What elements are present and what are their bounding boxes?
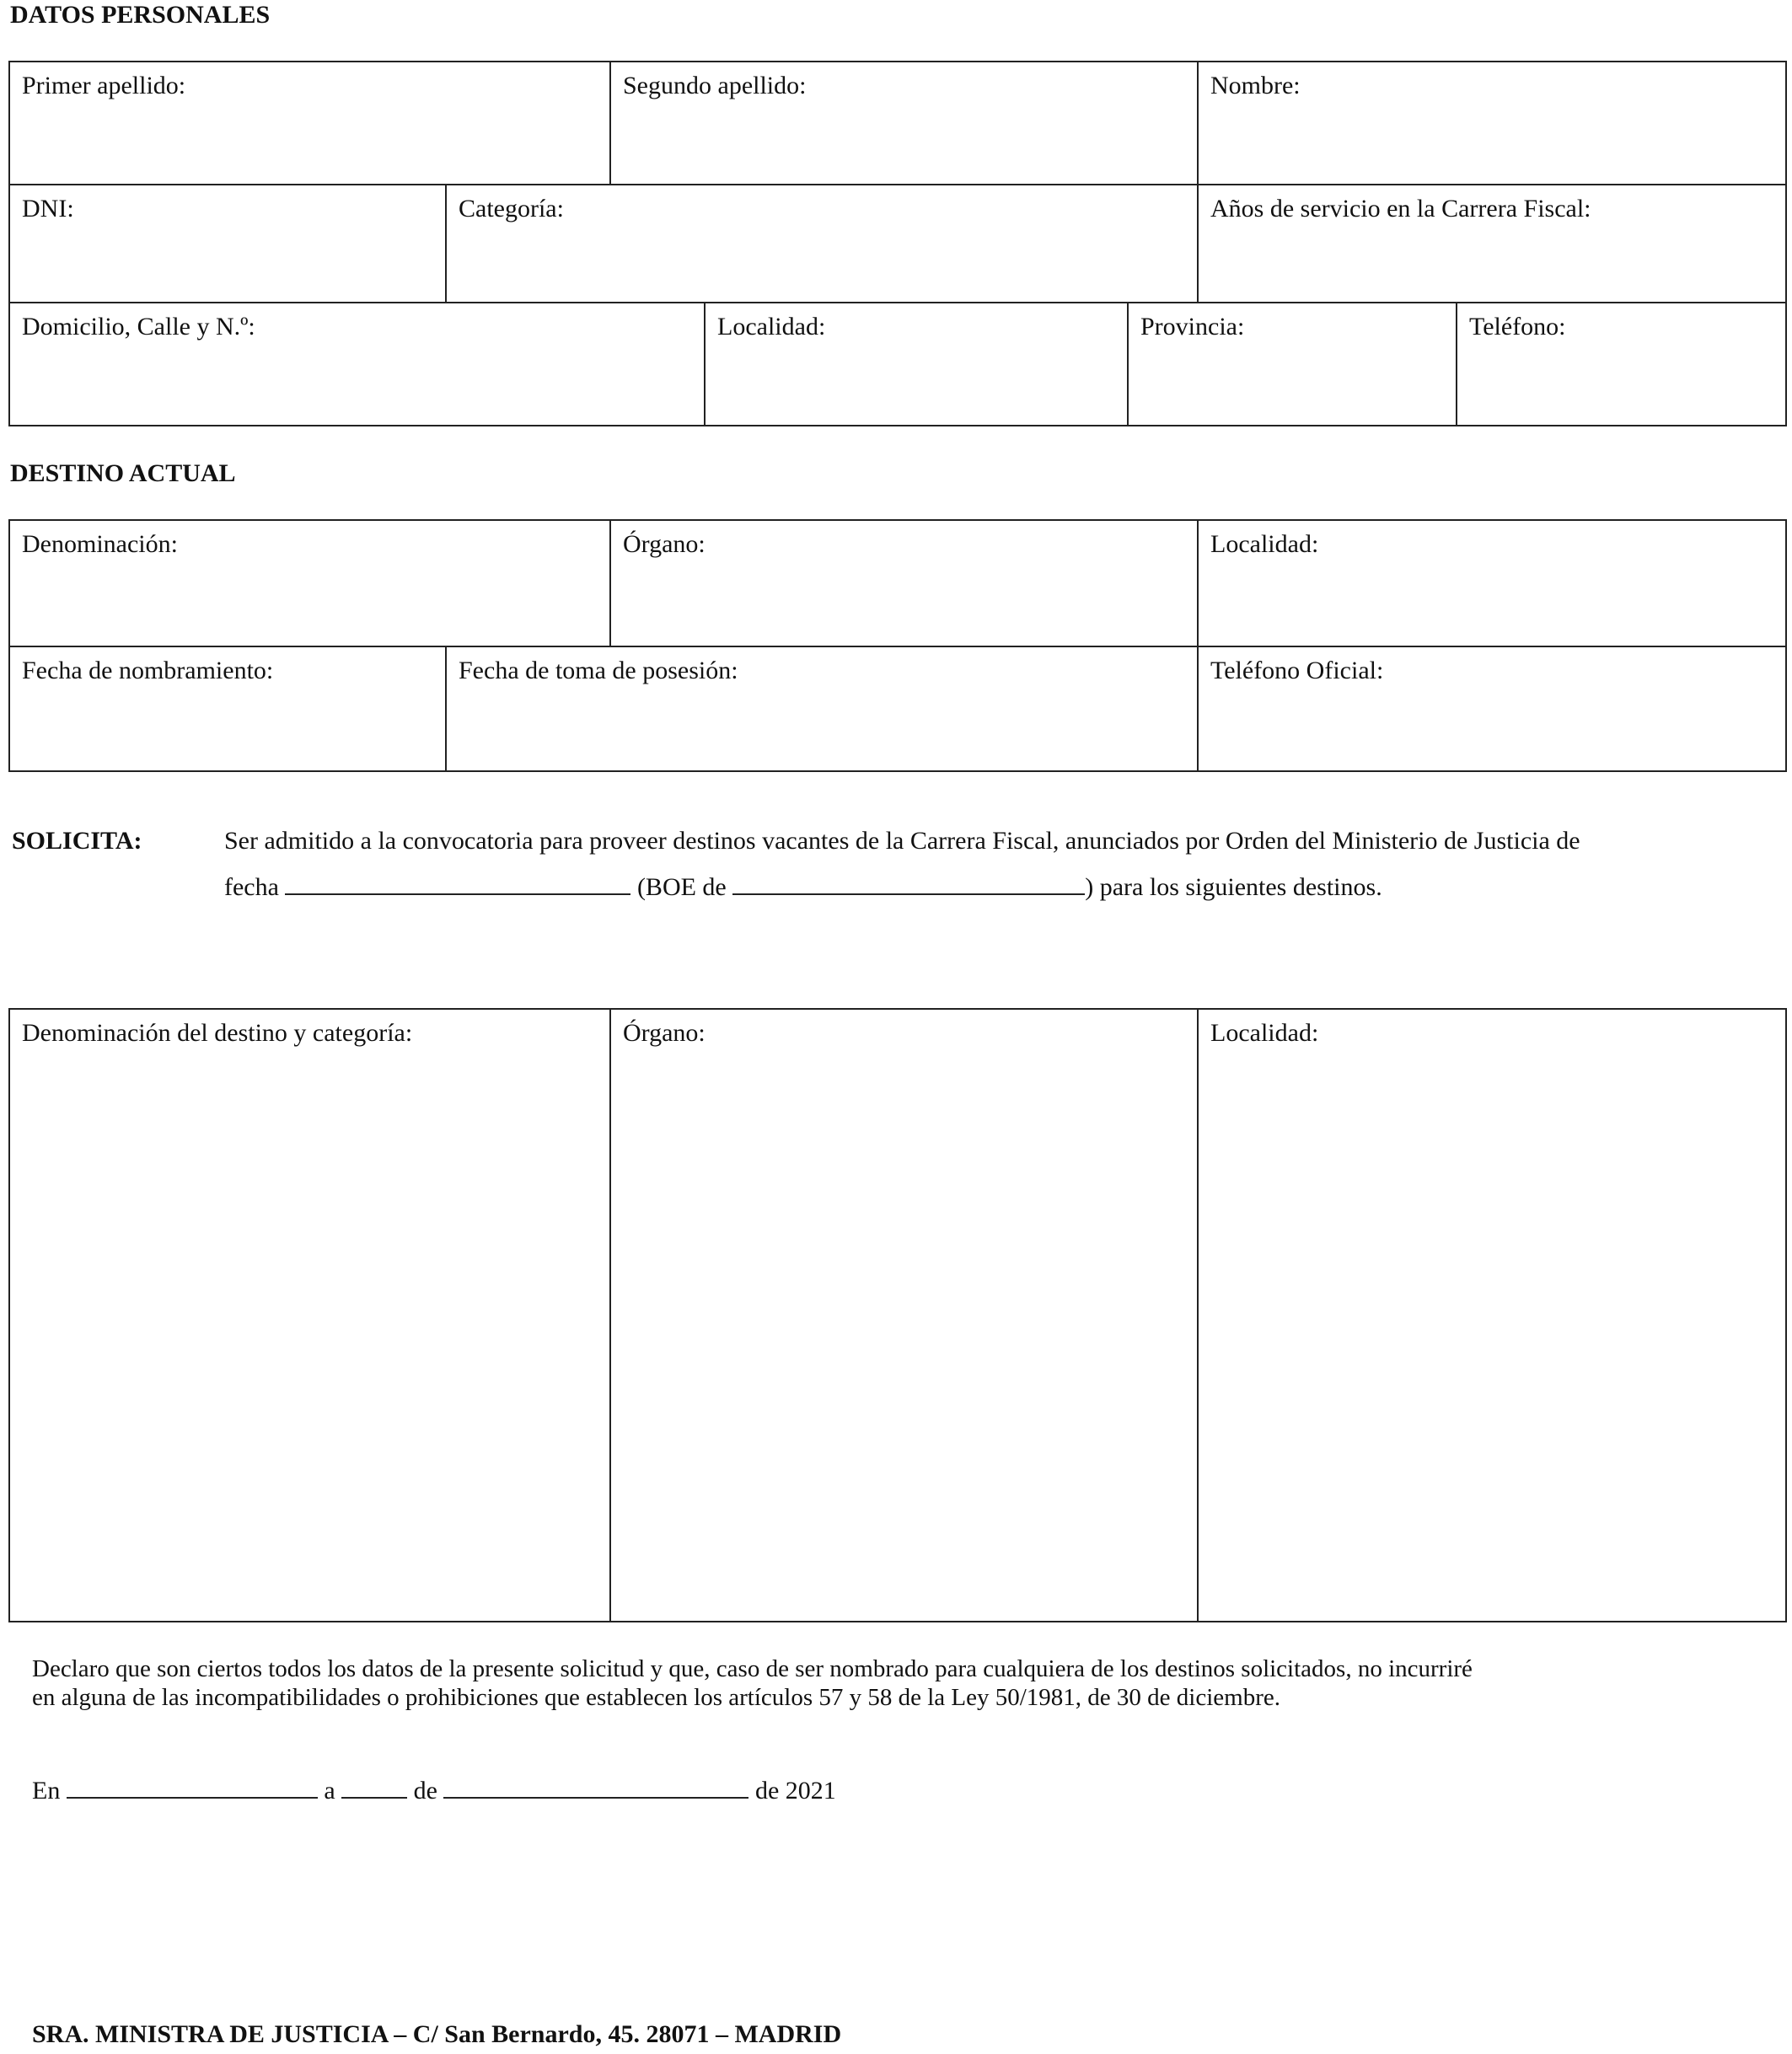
fecha-orden-blank[interactable] — [285, 871, 630, 895]
solicita-text-line2 — [224, 871, 1382, 903]
declaracion-line1: Declaro que son ciertos todos los datos de la presente solicitud y que, caso de ser nombrado para cualquiera de los destinos solicitados, no incurriré — [32, 1655, 1473, 1682]
solicita-label: SOLICITA: — [12, 827, 142, 855]
field-label: Fecha de toma de posesión: — [459, 657, 738, 684]
field-label: Localidad: — [1210, 530, 1319, 558]
section-heading-destino-actual: DESTINO ACTUAL — [10, 459, 236, 487]
field-label: Órgano: — [623, 1019, 706, 1047]
field-organo[interactable] — [609, 519, 1199, 647]
field-dni[interactable] — [8, 184, 447, 303]
field-localidad-destino[interactable] — [1197, 519, 1787, 647]
field-denominacion[interactable] — [8, 519, 611, 647]
field-provincia[interactable] — [1127, 302, 1457, 426]
field-telefono-oficial[interactable] — [1197, 646, 1787, 772]
field-label: Años de servicio en la Carrera Fiscal: — [1210, 195, 1591, 223]
field-label: Categoría: — [459, 195, 564, 223]
solicita-line2-end: ) para los siguientes destinos. — [1085, 873, 1382, 901]
field-label: Nombre: — [1210, 72, 1301, 99]
footer-address: SRA. MINISTRA DE JUSTICIA – C/ San Bernardo, 45. 28071 – MADRID — [32, 2020, 842, 2048]
fecha-firma-line — [32, 1775, 836, 1806]
field-label: Localidad: — [1210, 1019, 1319, 1047]
field-label: Segundo apellido: — [623, 72, 807, 99]
field-label: DNI: — [22, 195, 74, 223]
field-label: Domicilio, Calle y N.º: — [22, 313, 255, 341]
field-label: Denominación: — [22, 530, 178, 558]
field-label: Primer apellido: — [22, 72, 186, 99]
mes-blank[interactable] — [443, 1775, 748, 1799]
field-nombre[interactable] — [1197, 61, 1787, 185]
field-anos-servicio[interactable] — [1197, 184, 1787, 303]
field-destino-denominacion[interactable] — [8, 1008, 611, 1622]
field-label: Localidad: — [717, 313, 826, 341]
en-label: En — [32, 1777, 61, 1805]
field-label: Órgano: — [623, 530, 706, 558]
field-label: Teléfono: — [1469, 313, 1566, 341]
field-label: Teléfono Oficial: — [1210, 657, 1384, 684]
field-telefono[interactable] — [1456, 302, 1787, 426]
boe-label: (BOE de — [636, 873, 727, 901]
de-label: de — [413, 1777, 437, 1805]
declaracion-line2: en alguna de las incompatibilidades o prohibiciones que establecen los artículos 57 y 58 de la Ley 50/1981, de 30 de diciembre. — [32, 1684, 1280, 1711]
field-fecha-nombramiento[interactable] — [8, 646, 447, 772]
field-domicilio[interactable] — [8, 302, 706, 426]
dia-blank[interactable] — [341, 1775, 407, 1799]
field-segundo-apellido[interactable] — [609, 61, 1199, 185]
field-destino-localidad[interactable] — [1197, 1008, 1787, 1622]
boe-fecha-blank[interactable] — [732, 871, 1085, 895]
field-categoria[interactable] — [445, 184, 1199, 303]
field-fecha-posesion[interactable] — [445, 646, 1199, 772]
field-localidad[interactable] — [704, 302, 1129, 426]
fecha-label: fecha — [224, 873, 279, 901]
field-label: Provincia: — [1140, 313, 1245, 341]
section-heading-datos-personales: DATOS PERSONALES — [10, 1, 271, 29]
year-label: de 2021 — [754, 1777, 836, 1805]
field-label: Fecha de nombramiento: — [22, 657, 274, 684]
solicita-text-line1: Ser admitido a la convocatoria para proveer destinos vacantes de la Carrera Fiscal, anunciados por Orden del Ministerio de Justicia de — [224, 827, 1580, 855]
field-destino-organo[interactable] — [609, 1008, 1199, 1622]
field-label: Denominación del destino y categoría: — [22, 1019, 413, 1047]
lugar-blank[interactable] — [67, 1775, 318, 1799]
a-label: a — [324, 1777, 335, 1805]
field-primer-apellido[interactable] — [8, 61, 611, 185]
